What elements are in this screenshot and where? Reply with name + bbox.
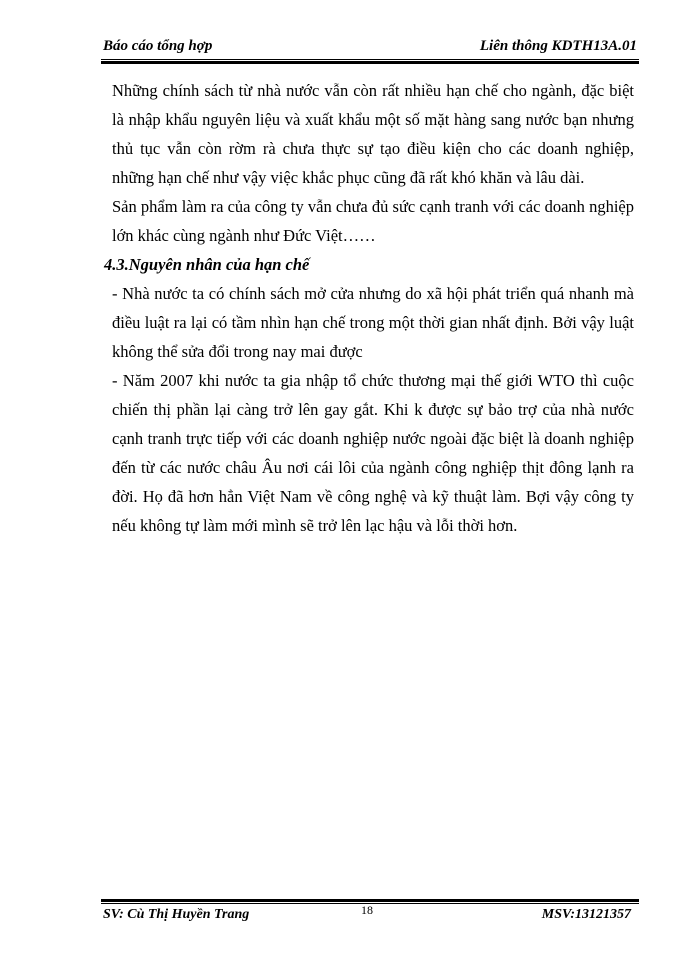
page-footer <box>101 903 639 925</box>
header-class-code: Liên thông KDTH13A.01 <box>479 38 637 54</box>
paragraph-cause-law: - Nhà nước ta có chính sách mở cửa nhưng do xã hội phát triển quá nhanh mà điều luật ra lại có tầm nhìn hạn chế trong một thời gian nhất định. Bởi vậy luật không thể sửa đổi trong nay mai được <box>112 284 634 361</box>
footer-rule-thick <box>101 899 639 902</box>
header-report-title: Báo cáo tổng hợp <box>103 38 213 54</box>
header-rule-thin <box>101 59 639 60</box>
paragraph-cause-wto: - Năm 2007 khi nước ta gia nhập tổ chức thương mại thế giới WTO thì cuộc chiến thị phần lại càng trở lên gay gắt. Khi k được sự bảo trợ của nhà nước cạnh tranh trực tiếp với các doanh nghiệp nước ngoài đặc biệt là doanh nghiệp đến từ các nước châu Âu nơi cái lôi của ngành công nghiệp thịt đông lạnh ra đời. Họ đã hơn hẳn Việt Nam về công nghệ và kỹ thuật làm. Bợi vậy công ty nếu không tự làm mới mình sẽ trở lên lạc hậu và lỗi thời hơn. <box>112 371 634 535</box>
section-heading: 4.3.Nguyên nhân của hạn chế <box>104 255 310 274</box>
footer-student-id: MSV:13121357 <box>541 907 631 922</box>
paragraph-product-competition: Sản phẩm làm ra của công ty vẫn chưa đủ sức cạnh tranh với các doanh nghiệp lớn khác cùng ngành như Đức Việt…… <box>112 197 634 245</box>
header-rule-thick <box>101 61 639 64</box>
page-header <box>101 38 639 58</box>
document-body <box>104 76 634 540</box>
footer-student-name: SV: Cù Thị Huyền Trang <box>103 907 250 922</box>
page-number: 18 <box>361 903 373 917</box>
paragraph-policy-limits: Những chính sách từ nhà nước vẫn còn rất nhiều hạn chế cho ngành, đặc biệt là nhập khẩu nguyên liệu và xuất khẩu một số mặt hàng sang nước bạn nhưng thủ tục vẫn còn rờm rà chưa thực sự tạo điều kiện cho các doanh nghiệp, những hạn chế như vậy việc khắc phục cũng đã rất khó khăn và lâu dài. <box>112 81 634 187</box>
